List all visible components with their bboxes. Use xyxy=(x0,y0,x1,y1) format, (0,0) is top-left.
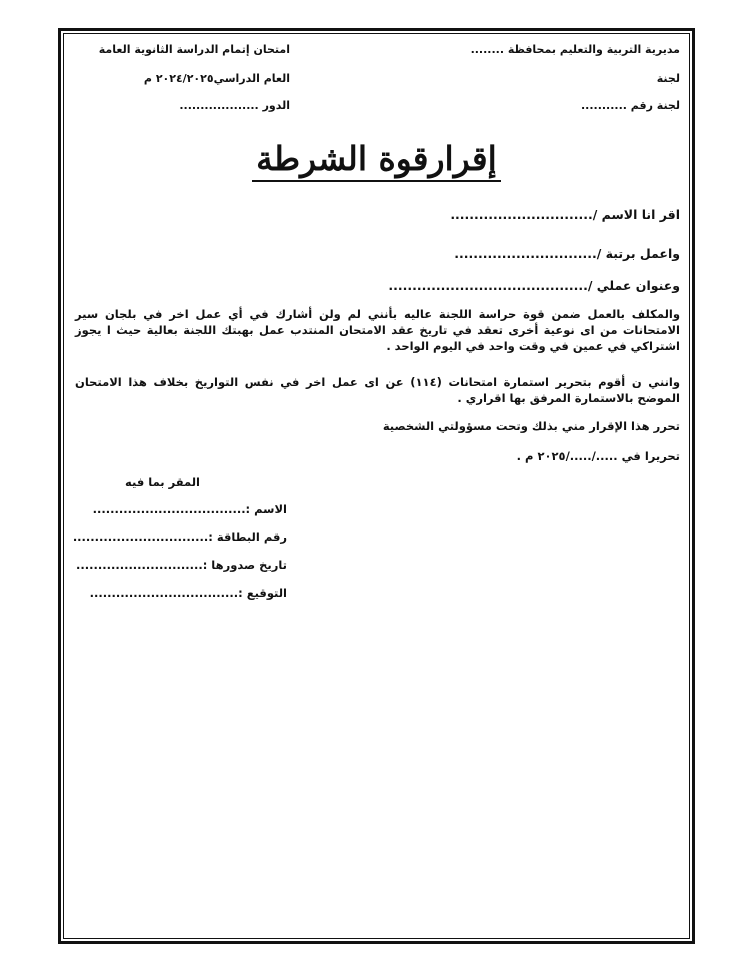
declaration-date: تحريرا في ...../...../٢٠٢٥ م . xyxy=(516,449,680,463)
committee-number-line: لجنة رقم ........... xyxy=(580,99,680,112)
exam-round: الدور ................... xyxy=(179,99,290,112)
document-title xyxy=(63,139,690,182)
directorate-line: مديرية التربية والتعليم بمحافظة ........ xyxy=(470,43,680,56)
name-field: اقر انا الاسم /.............................. xyxy=(450,207,680,222)
signatory-id-number: رقم البطاقة :............................... xyxy=(72,530,287,544)
declaration-paragraph-1: والمكلف بالعمل ضمن قوة حراسة اللجنة عاليه بأنني لم ولن أشارك في أي عمل اخر في بلجان سير الامتحانات من اى نوعية أخرى تعقد في تاريخ عقد الامتحان المنتدب عمل بهبتك اللجنة بعالية حيث ا يجوز اشتراكي في عمين في وقت واحد في اليوم الواحد . xyxy=(75,307,680,353)
declaration-paragraph-2: وانني ن أقوم بتحرير استمارة امتحانات (١١٤) عن اى عمل اخر في نفس التواريخ بخلاف هذا الامتحان الموضح بالاستمارة المرفق بها اقراري . xyxy=(75,375,680,405)
declaration-responsibility: تحرر هذا الإقرار مني بذلك وتحت مسؤولتي الشخصية xyxy=(382,419,680,433)
exam-name: امتحان إتمام الدراسة الثانوية العامة xyxy=(98,43,290,56)
document-body xyxy=(63,33,690,939)
document-title-text: إقرارقوة الشرطة xyxy=(252,139,501,182)
committee-line: لجنة xyxy=(656,72,680,85)
rank-field: واعمل برتبة /.............................. xyxy=(454,246,680,261)
signatory-signature: التوقيع :.................................. xyxy=(89,586,287,600)
work-address-field: وعنوان عملي /.......................................... xyxy=(388,278,680,293)
academic-year: العام الدراسي٢٠٢٤/٢٠٢٥ م xyxy=(143,72,290,85)
signatory-heading: المقر بما فيه xyxy=(125,475,200,489)
signatory-issue-date: تاريخ صدورها :............................. xyxy=(76,558,287,572)
signatory-name: الاسم :................................... xyxy=(92,502,287,516)
